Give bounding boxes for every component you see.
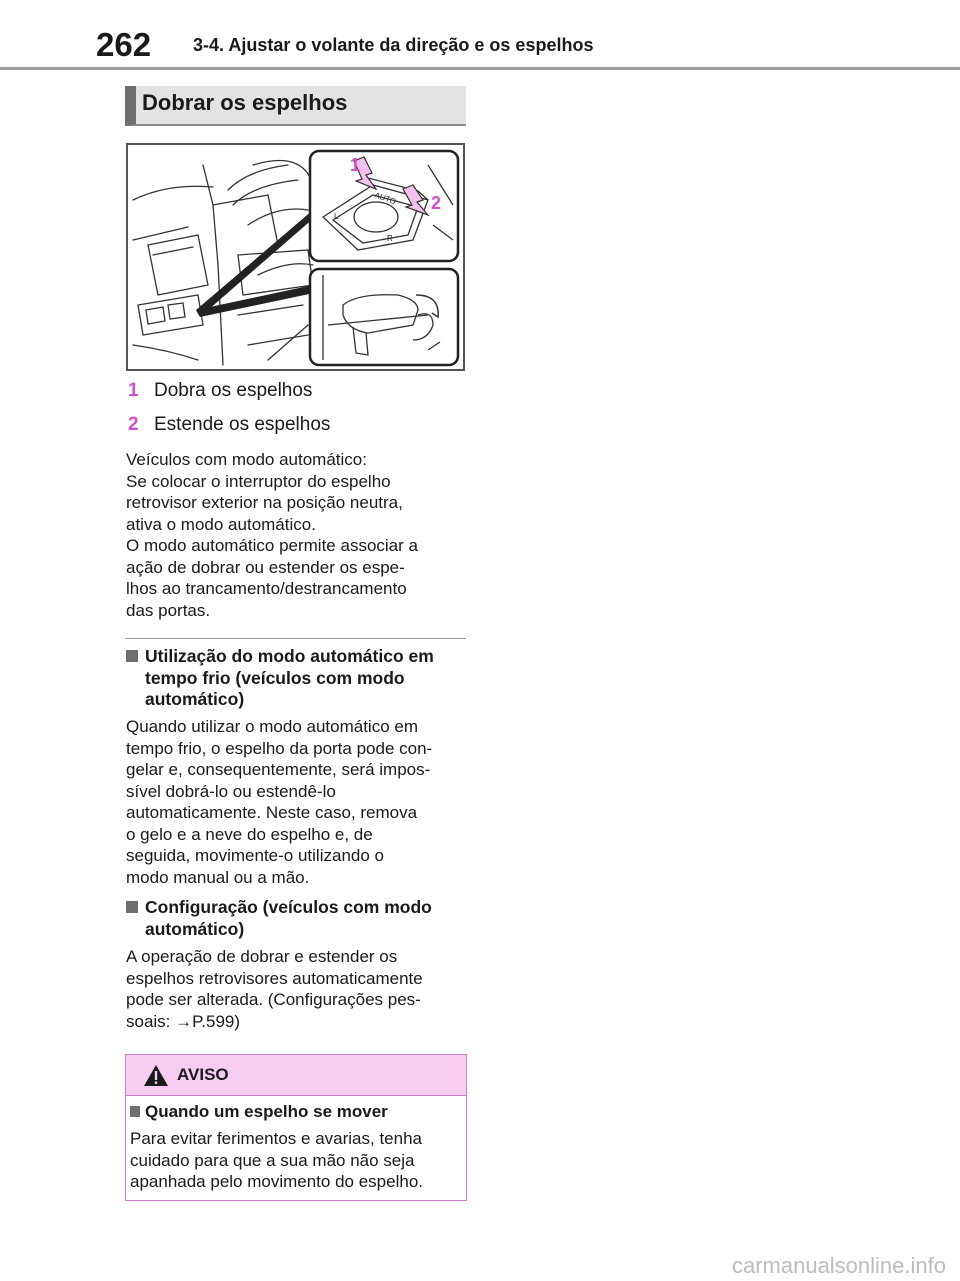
section-title: Dobrar os espelhos [142, 90, 348, 115]
warning-text: Para evitar ferimentos e avarias, tenha cuidado para que a sua mão não seja apanhada pelo movimento do espelho. [130, 1129, 423, 1191]
header-rule [0, 67, 960, 70]
page-number: 262 [96, 26, 152, 63]
step-1-number: 1 [128, 380, 139, 401]
watermark: carmanualsonline.info [731, 1253, 946, 1278]
switch-left-label: L [334, 212, 339, 221]
bullet-square-icon [126, 650, 138, 662]
config-paragraph: A operação de dobrar e estender os espelhos retrovisores automaticamente pode ser alterada. (Configurações pes- soais: →P.599) [126, 947, 423, 1031]
cold-weather-paragraph: Quando utilizar o modo automático em tempo frio, o espelho da porta pode con- gelar e, consequentemente, será impos- sível dobrá-lo ou estendê-lo automaticamente. Neste caso, remova o gelo e a neve do espelho e, de seguida, movimente-o utilizando o modo manual ou a mão. [126, 717, 433, 887]
switch-right-label: R [387, 234, 393, 243]
config-title: Configuração (veículos com modo automático) [145, 897, 432, 939]
step-2-number: 2 [128, 414, 139, 435]
warning-box [125, 1054, 467, 1201]
mirror-switch-illustration [126, 143, 465, 371]
callout-2: 2 [431, 193, 442, 213]
step-2-text: Estende os espelhos [154, 414, 331, 435]
auto-mode-paragraph: Veículos com modo automático: Se colocar o interruptor do espelho retrovisor exterior na posição neutra, ativa o modo automático. O modo automático permite associar a ação de dobrar ou estender os espe- lhos ao trancamento/destrancamento das portas. [126, 450, 418, 620]
bullet-square-icon [130, 1106, 140, 1117]
warning-label: AVISO [177, 1065, 229, 1084]
switch-auto-label: AUTO [373, 190, 398, 207]
step-2 [128, 414, 330, 436]
callout-1: 1 [350, 155, 361, 175]
cold-weather-heading [126, 646, 470, 711]
warning-subtitle-row [130, 1102, 388, 1122]
step-1-text: Dobra os espelhos [154, 380, 313, 401]
section-divider [125, 638, 466, 639]
step-1 [128, 380, 312, 402]
section-title-bar [125, 86, 466, 126]
warning-header [126, 1055, 466, 1096]
running-head: 3-4. Ajustar o volante da direção e os espelhos [193, 35, 594, 55]
cold-weather-title: Utilização do modo automático em tempo frio (veículos com modo automático) [145, 646, 434, 709]
bullet-square-icon [126, 901, 138, 913]
mirror-switch-drawing [128, 145, 463, 369]
warning-triangle-icon [143, 1064, 169, 1087]
warning-subtitle: Quando um espelho se mover [145, 1102, 388, 1121]
config-heading [126, 897, 470, 940]
